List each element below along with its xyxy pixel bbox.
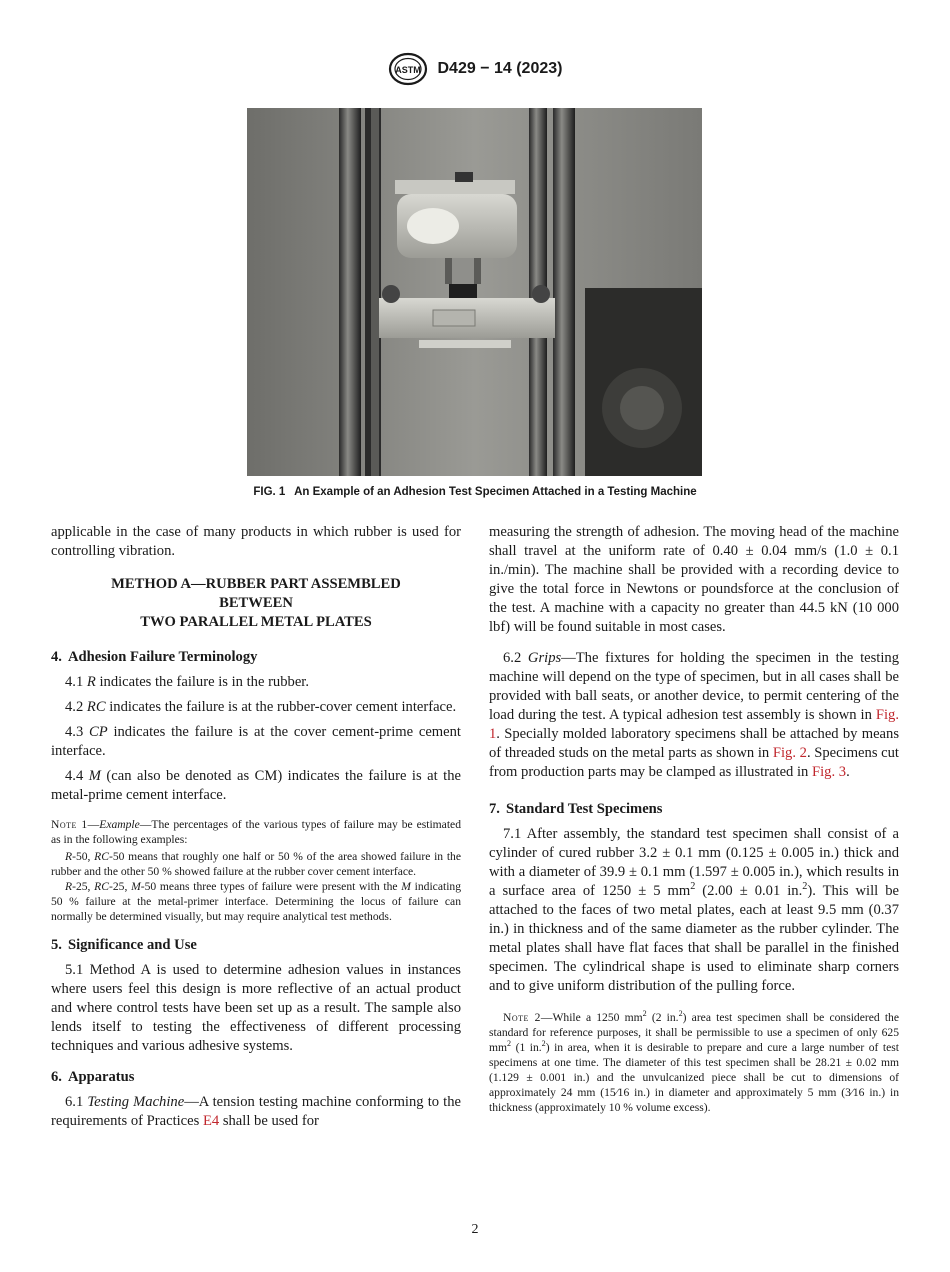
paragraph-6-1-continued: measuring the strength of adhesion. The moving head of the machine shall travel at the uniform rate of 0.40 ± 0.04 mm/s (1.0 ± 0.1 in./min). The machine shall be provided with a recording device to give the total force in Newtons or poundsforce at the conclusion of the test. A machine with a capacity no greater than 44.5 kN (10 000 lbf) will be found suitable in most cases. (489, 524, 899, 635)
section-4-number: 4. (51, 649, 62, 665)
para-number: 6.2 (503, 650, 522, 666)
superscript: 2 (507, 1039, 512, 1049)
link-fig-2[interactable]: Fig. 2 (772, 745, 807, 761)
paragraph-6-2 (489, 649, 899, 782)
paragraph-6-1 (51, 1093, 461, 1131)
para-number: 4.4 (65, 768, 84, 784)
paragraph-5-1 (51, 961, 461, 1056)
note-2 (489, 1010, 899, 1115)
para-text: ). This will be attached to the faces of two metal plates, each at least 9.5 mm (0.37 in.) in thickness and of the same diameter as the rubber cylinder. The metal plates shall have flat faces that shall be parallel in the finished specimen. The cylindrical shape is used to eliminate sharp corners and to give uniform distribution of the pulling force. (489, 883, 899, 994)
para-text: shall be used for (219, 1113, 319, 1129)
paragraph-4-1 (51, 673, 461, 692)
note-text: -50, (72, 850, 95, 863)
section-7-title: Standard Test Specimens (505, 801, 663, 817)
section-4-heading (51, 648, 461, 667)
note-text: ) area test specimen shall be considered the standard for reference purposes, it shall be permissible to use a specimen of only 625 mm (489, 1011, 899, 1054)
document-designation: D429 − 14 (2023) (437, 60, 563, 77)
paragraph-4-3 (51, 723, 461, 761)
paragraph-4-2 (51, 698, 461, 717)
page-header (0, 52, 950, 86)
para-number: 7.1 (503, 826, 522, 842)
term: R (86, 674, 96, 690)
fraction: 3⁄16 (845, 1086, 865, 1099)
term: CP (89, 724, 108, 740)
note-1-example-1 (51, 849, 461, 879)
section-7-number: 7. (489, 801, 500, 817)
page-number: 2 (471, 1222, 479, 1237)
term: RC (94, 880, 109, 893)
figure-number: FIG. 1 (253, 486, 286, 498)
para-text: . Specimens cut from production parts may be clamped as illustrated in (489, 745, 899, 780)
para-text: (2.00 ± 0.01 in. (695, 883, 803, 899)
method-a-title (51, 575, 461, 632)
section-6-title: Apparatus (67, 1069, 135, 1085)
superscript: 2 (541, 1039, 546, 1049)
para-text: . (846, 764, 850, 780)
note-text: -50 means that roughly one half or 50 % of the area showed failure in the rubber and the other 50 % showed failure at the rubber cover cement interface. (51, 850, 461, 878)
para-number: 5.1 (65, 962, 84, 978)
note-text: indicating 50 % failure at the metal-primer interface. Determining the locus of failure can normally be determined visually, but may require analytical test methods. (51, 880, 462, 923)
note-text: -25, (109, 880, 132, 893)
note-text: ) in area, when it is desirable to prepare and cure a large number of test specimens at one time. The diameter of this test specimen shall be 28.21 ± 0.02 mm (1.129 ± 0.001 in.) and the unvulcanized piece shall be cut to dimensions of approximately 24 mm ( (489, 1041, 899, 1099)
note-label: Note 2 (503, 1011, 541, 1024)
superscript: 2 (642, 1009, 647, 1019)
para-number: 4.2 (65, 699, 84, 715)
note-label: Note 1 (51, 818, 88, 831)
term: R (65, 880, 73, 893)
term: R (65, 850, 73, 863)
term: M (131, 880, 141, 893)
section-7-heading (489, 800, 899, 819)
method-title-line3: TWO PARALLEL METAL PLATES (140, 614, 372, 630)
note-text: (1 in. (511, 1041, 542, 1054)
term: RC (86, 699, 106, 715)
note-emphasis: Example (99, 818, 140, 831)
term: M (88, 768, 101, 784)
note-text: -50 means three types of failure were present with the (140, 880, 402, 893)
note-text: (2 in. (646, 1011, 679, 1024)
fraction: 15⁄16 (604, 1086, 630, 1099)
intro-paragraph: applicable in the case of many products in which rubber is used for controlling vibration. (51, 524, 461, 559)
left-column (51, 523, 461, 1137)
para-text: indicates the failure is at the rubber-cover cement interface. (109, 699, 457, 715)
link-fig-3[interactable]: Fig. 3 (812, 764, 847, 780)
method-title-line2: BETWEEN (219, 595, 293, 611)
method-title-line1: METHOD A—RUBBER PART ASSEMBLED (111, 576, 401, 592)
para-number: 6.1 (65, 1094, 84, 1110)
section-5-heading (51, 936, 461, 955)
note-text: in.) in thickness (approximately 10 % volume excess). (489, 1086, 900, 1114)
para-text: Method A is used to determine adhesion values in instances where users feel this design is more reflective of an actual product and where control tests have been set up as a result. The sample also lends itself to testing the effectiveness of different processing techniques and various adhesive systems. (51, 962, 461, 1054)
note-text: —The percentages of the various types of failure may be estimated as in the following examples: (51, 818, 461, 846)
term: RC (94, 850, 109, 863)
superscript: 2 (690, 881, 696, 893)
note-text: in.) in diameter and approximately 5 mm ( (629, 1086, 846, 1099)
note-1-example-2 (51, 879, 461, 924)
superscript: 2 (678, 1009, 683, 1019)
para-text: —The fixtures for holding the specimen in the testing machine will depend on the type of specimen, but in all cases shall be provided with ball seats, or another device, to permit centering of the load during the test. A typical adhesion test assembly is shown in (489, 650, 899, 723)
figure-caption-text: An Example of an Adhesion Test Specimen Attached in a Testing Machine (294, 486, 697, 498)
note-text: -25, (72, 880, 95, 893)
link-e4[interactable]: E4 (202, 1113, 220, 1129)
paragraph-4-4 (51, 767, 461, 805)
figure-1-photo (247, 108, 702, 476)
term: M (401, 880, 411, 893)
note-1: Note 1—Example—The percentages of the various types of failure may be estimated as in the following examples: (51, 818, 461, 846)
para-emphasis: Grips (527, 650, 562, 666)
section-4-title: Adhesion Failure Terminology (67, 649, 258, 665)
para-text: indicates the failure is in the rubber. (99, 674, 309, 690)
astm-logo-text: ASTM (394, 65, 421, 75)
para-emphasis: Testing Machine (87, 1094, 185, 1110)
para-text: (can also be denoted as CM) indicates the failure is at the metal-prime cement interface. (51, 768, 462, 803)
para-number: 4.3 (65, 724, 84, 740)
para-text: . Specially molded laboratory specimens shall be attached by means of threaded studs on the metal parts as shown in (489, 726, 899, 761)
note-text: —While a 1250 mm (540, 1011, 643, 1024)
figure-1-caption (0, 486, 950, 498)
section-6-heading (51, 1068, 461, 1087)
section-5-number: 5. (51, 937, 62, 953)
section-5-title: Significance and Use (67, 937, 197, 953)
para-number: 4.1 (65, 674, 84, 690)
paragraph-7-1 (489, 825, 899, 996)
superscript: 2 (802, 881, 808, 893)
link-fig-1[interactable]: Fig. 1 (489, 707, 899, 742)
para-text: —A tension testing machine conforming to the requirements of Practices (51, 1094, 461, 1129)
para-text: indicates the failure is at the cover cement-prime cement interface. (51, 724, 461, 759)
section-6-number: 6. (51, 1069, 62, 1085)
right-column (489, 523, 899, 1115)
para-text: After assembly, the standard test specimen shall consist of a cylinder of cured rubber 3.2 ± 0.1 mm (0.125 ± 0.005 in.) thick and with a diameter of 39.9 ± 0.1 mm (1.597 ± 0.005 in.), which results in a surface area of 1250 ± 5 mm (489, 826, 900, 899)
astm-logo-icon (388, 52, 428, 86)
